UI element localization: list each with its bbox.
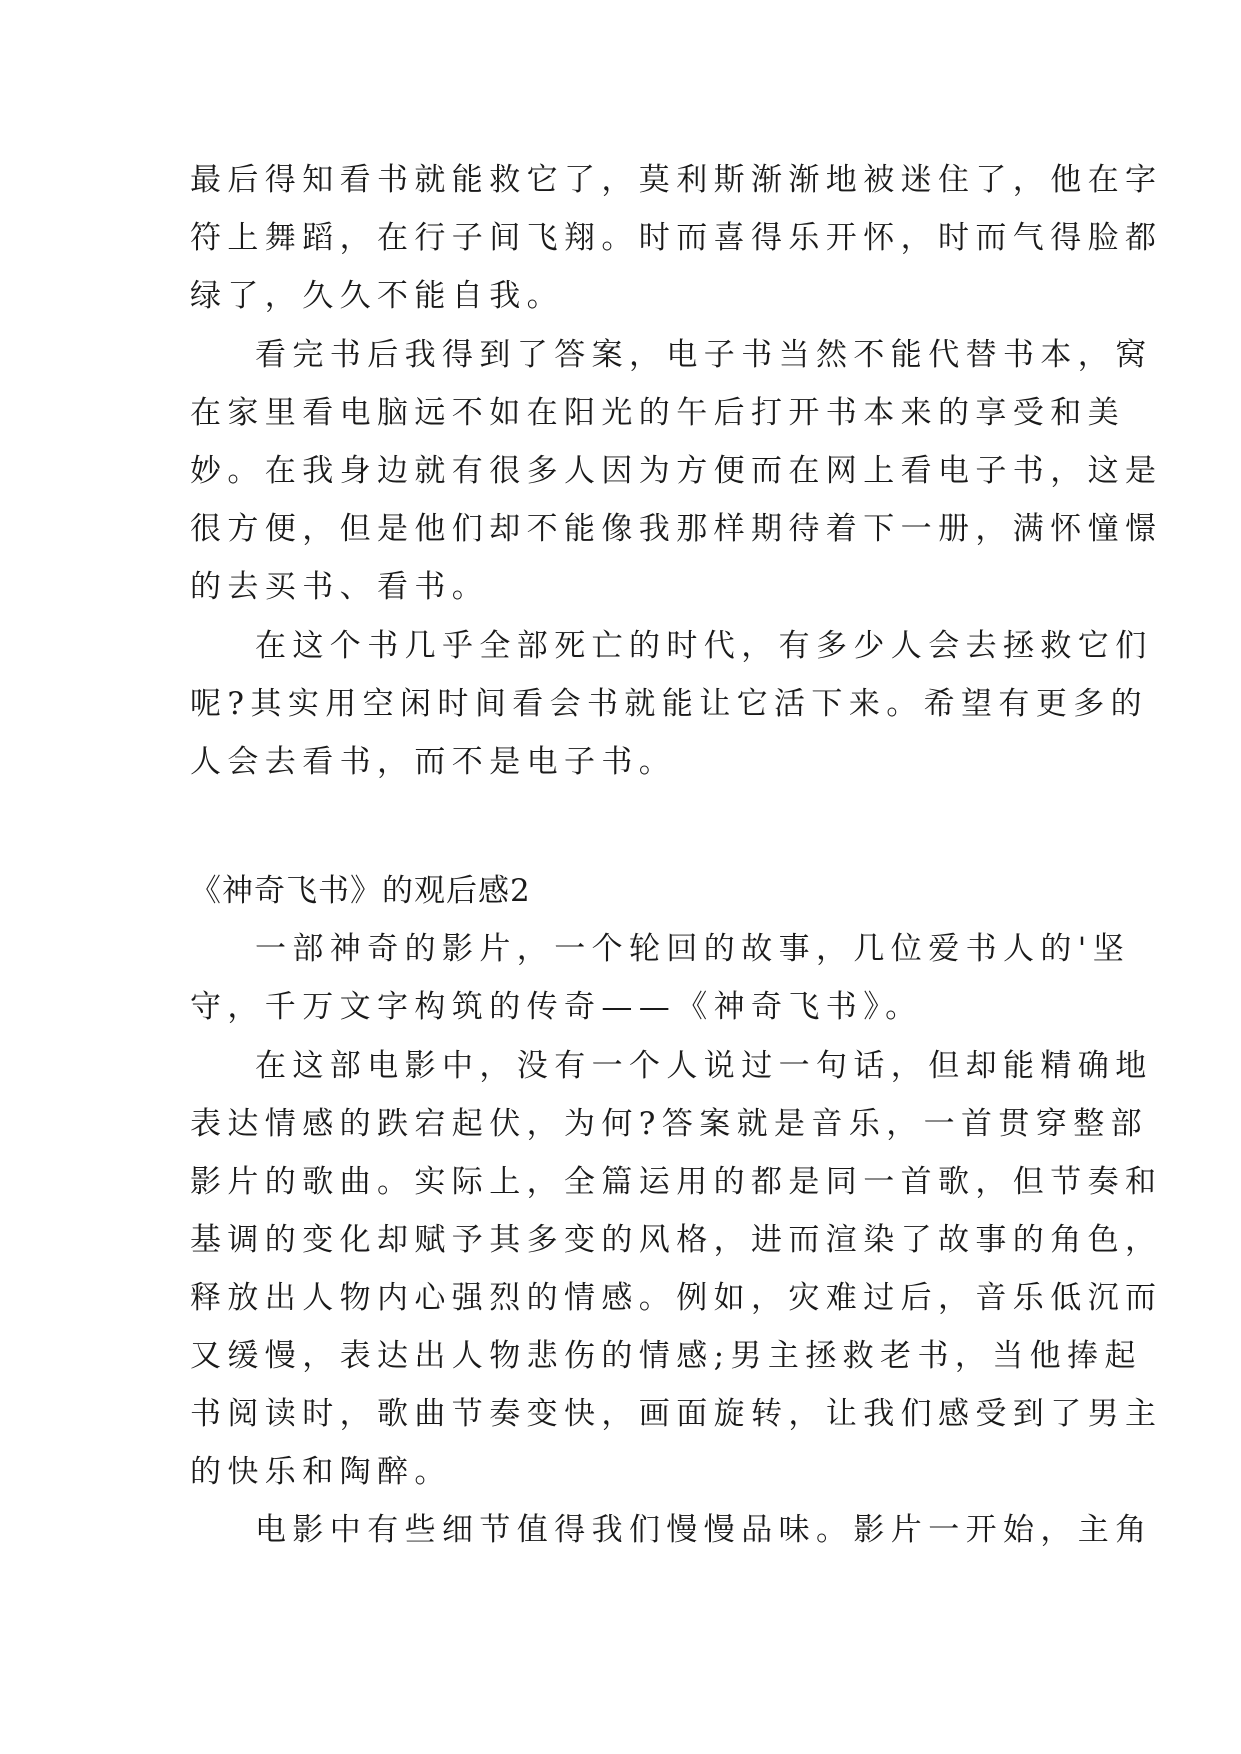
text-line: 一部神奇的影片，一个轮回的故事，几位爱书人的'坚 <box>255 931 1131 967</box>
text-line: 基调的变化却赋予其多变的风格，进而渲染了故事的角色， <box>190 1222 1163 1258</box>
text-line: 的快乐和陶醉。 <box>190 1454 452 1490</box>
text-line: 人会去看书，而不是电子书。 <box>190 744 677 780</box>
text-line: 看完书后我得到了答案，电子书当然不能代替书本，窝 <box>255 337 1153 373</box>
text-line: 影片的歌曲。实际上，全篇运用的都是同一首歌，但节奏和 <box>190 1164 1163 1200</box>
paragraph-2 <box>190 326 1163 616</box>
text-line: 妙。在我身边就有很多人因为方便而在网上看电子书，这是 <box>190 453 1163 489</box>
text-line: 在家里看电脑远不如在阳光的午后打开书本来的享受和美 <box>190 395 1125 431</box>
text-line: 表达情感的跌宕起伏，为何?答案就是音乐，一首贯穿整部 <box>190 1106 1149 1142</box>
paragraph-5 <box>190 1037 1163 1501</box>
section-heading: 《神奇飞书》的观后感2 <box>190 873 531 909</box>
text-line: 的去买书、看书。 <box>190 569 490 605</box>
paragraph-3 <box>190 617 1153 791</box>
text-line: 守，千万文字构筑的传奇——《神奇飞书》。 <box>190 989 923 1025</box>
text-line: 释放出人物内心强烈的情感。例如，灾难过后，音乐低沉而 <box>190 1280 1163 1316</box>
paragraph-4 <box>190 920 1131 1036</box>
text-line: 符上舞蹈，在行子间飞翔。时而喜得乐开怀，时而气得脸都 <box>190 220 1163 256</box>
text-line: 书阅读时，歌曲节奏变快，画面旋转，让我们感受到了男主 <box>190 1396 1163 1432</box>
text-line: 又缓慢，表达出人物悲伤的情感;男主拯救老书，当他捧起 <box>190 1338 1142 1374</box>
paragraph-1 <box>190 151 1163 325</box>
text-line: 电影中有些细节值得我们慢慢品味。影片一开始，主角 <box>255 1512 1153 1548</box>
text-line: 在这部电影中，没有一个人说过一句话，但却能精确地 <box>255 1048 1153 1084</box>
text-line: 很方便，但是他们却不能像我那样期待着下一册，满怀憧憬 <box>190 511 1163 547</box>
text-line: 在这个书几乎全部死亡的时代，有多少人会去拯救它们 <box>255 628 1153 664</box>
paragraph-6 <box>190 1501 1153 1559</box>
text-line: 呢?其实用空闲时间看会书就能让它活下来。希望有更多的 <box>190 686 1149 722</box>
text-line: 绿了，久久不能自我。 <box>190 278 564 314</box>
text-line: 最后得知看书就能救它了，莫利斯渐渐地被迷住了，他在字 <box>190 162 1163 198</box>
